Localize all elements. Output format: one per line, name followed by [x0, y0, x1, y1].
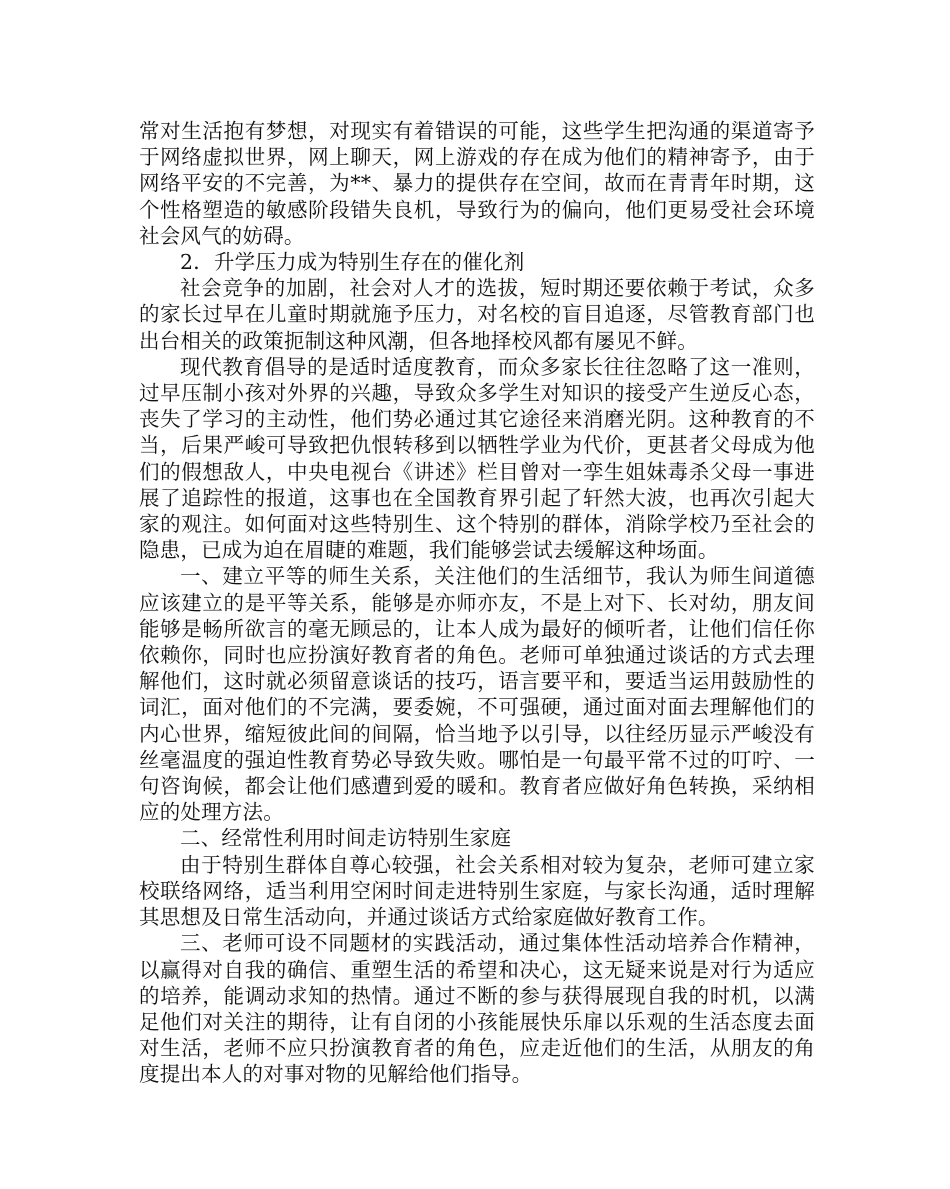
paragraph-3: 社会竞争的加剧，社会对人才的选拔，短时期还要依赖于考试，众多的家长过早在儿童时期就施予压力，对名校的盲目追逐，尽管教育部门也出台相关的政策扼制这种风潮，但各地择校风都有屡见不鲜。	[139, 276, 815, 353]
section-heading-2: 2．升学压力成为特别生存在的催化剂	[180, 250, 525, 275]
paragraph-4: 现代教育倡导的是适时适度教育，而众多家长往往忽略了这一准则，过早压制小孩对外界的兴趣，导致众多学生对知识的接受产生逆反心态，丧失了学习的主动性，他们势必通过其它途径来消磨光阴。这种教育的不当，后果严峻可导致把仇恨转移到以牺牲学业为代价，更甚者父母成为他们的假想敌人，中央电视台《讲述》栏目曾对一孪生姐妹毒杀父母一事进展了追踪性的报道，这事也在全国教育界引起了轩然大波，也再次引起大家的观注。如何面对这些特别生、这个特别的群体，消除学校乃至社会的隐患，已成为迫在眉睫的难题，我们能够尝试去缓解这种场面。	[139, 354, 815, 563]
paragraph-1: 常对生活抱有梦想，对现实有着错误的可能，这些学生把沟通的渠道寄予于网络虚拟世界，网上聊天，网上游戏的存在成为他们的精神寄予，由于网络平安的不完善，为**、暴力的提供存在空间，故而在青青年时期，这个性格塑造的敏感阶段错失良机，导致行为的偏向，他们更易受社会环境社会风气的妨碍。	[139, 119, 815, 248]
paragraph-8: 三、老师可设不同题材的实践活动，通过集体性活动培养合作精神，以赢得对自我的确信、重塑生活的希望和决心，这无疑来说是对行为适应的培养，能调动求知的热情。通过不断的参与获得展现自我的时机，以满足他们对关注的期待，让有自闭的小孩能展快乐扉以乐观的生活态度去面对生活，老师不应只扮演教育者的角色，应走近他们的生活，从朋友的角度提出本人的对事对物的见解给他们指导。	[139, 931, 815, 1087]
document-body	[139, 118, 815, 1088]
paragraph-7: 由于特别生群体自尊心较强，社会关系相对较为复杂，老师可建立家校联络网络，适当利用空闲时间走进特别生家庭，与家长沟通，适时理解其思想及日常生活动向，并通过谈话方式给家庭做好教育工作。	[139, 852, 815, 930]
section-heading-6: 二、经常性利用时间走访特别生家庭	[180, 826, 512, 851]
paragraph-5: 一、建立平等的师生关系，关注他们的生活细节，我认为师生间道德应该建立的是平等关系，能够是亦师亦友，不是上对下、长对幼，朋友间能够是畅所欲言的毫无顾忌的，让本人成为最好的倾听者，让他们信任你依赖你，同时也应扮演好教育者的角色。老师可单独通过谈话的方式去理解他们，这时就必须留意谈话的技巧，语言要平和，要适当运用鼓励性的词汇，面对他们的不完满，要委婉，不可强硬，通过面对面去理解他们的内心世界，缩短彼此间的间隔，恰当地予以引导，以往经历显示严峻没有丝毫温度的强迫性教育势必导致失败。哪怕是一句最平常不过的叮咛、一句咨询候，都会让他们感遭到爱的暖和。教育者应做好角色转换，采纳相应的处理方法。	[139, 564, 815, 825]
